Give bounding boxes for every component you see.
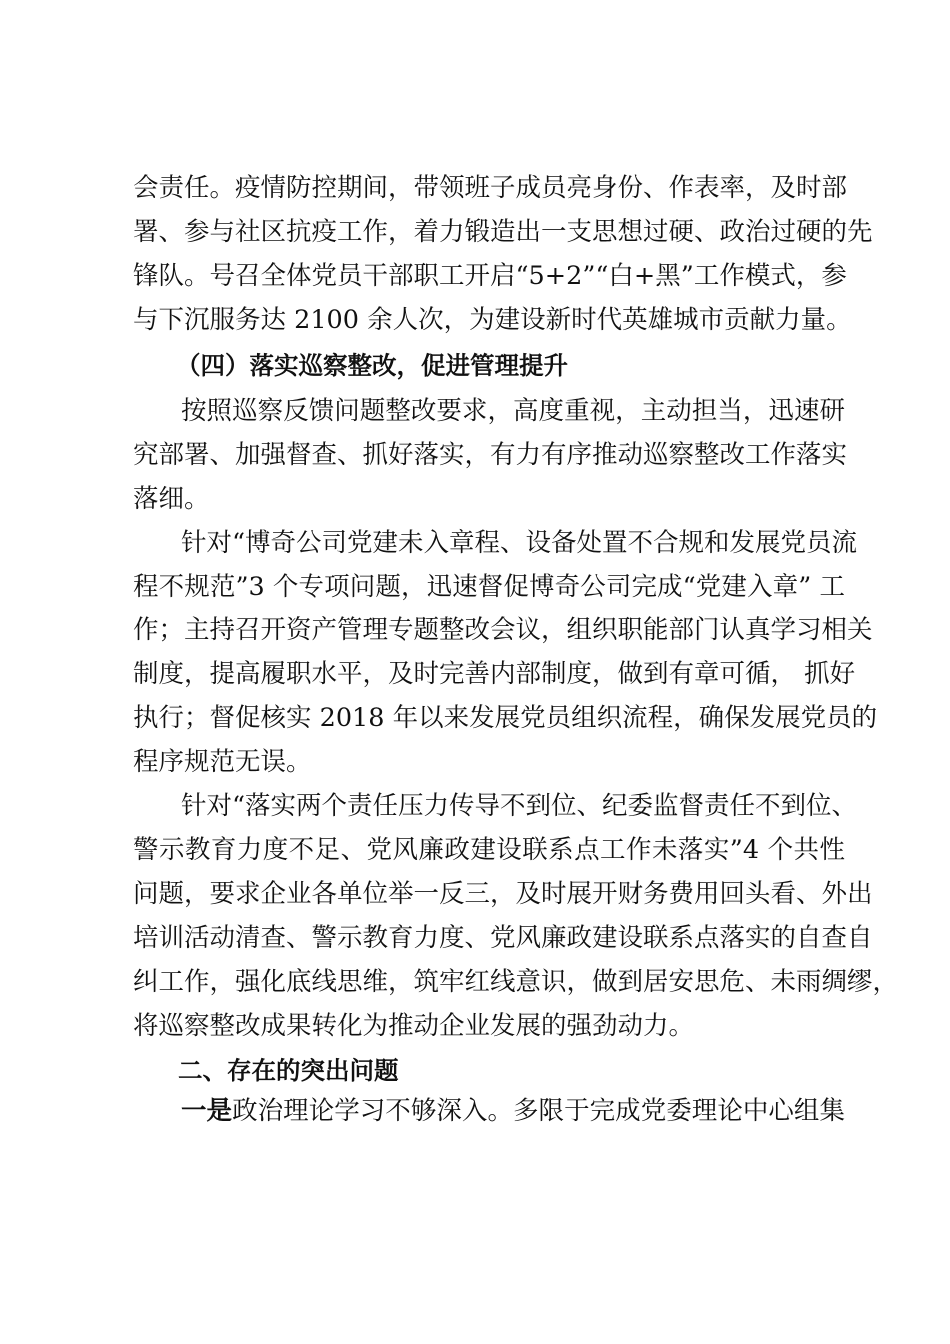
point-lead: 一是	[181, 1096, 233, 1126]
section-four-para2-line: 制度，提高履职水平，及时完善内部制度，做到有章可循， 抓好	[133, 659, 856, 689]
section-four-para3-line: 警示教育力度不足、党风廉政建设联系点工作未落实”4 个共性	[133, 835, 845, 865]
section-four-heading: （四）落实巡察整改，促进管理提升	[176, 351, 568, 380]
section-four-para3-line: 培训活动清查、警示教育力度、党风廉政建设联系点落实的自查自	[133, 923, 873, 953]
section-four-para1-line: 按照巡察反馈问题整改要求，高度重视，主动担当，迅速研	[181, 396, 845, 426]
section-four-para3-line: 问题，要求企业各单位举一反三，及时展开财务费用回头看、外出	[133, 879, 873, 909]
section-four-para2-line: 程不规范”3 个专项问题，迅速督促博奇公司完成“党建入章” 工	[133, 572, 845, 602]
section-two-point1	[181, 1091, 845, 1131]
section-four-para2-line: 作；主持召开资产管理专题整改会议，组织职能部门认真学习相关	[133, 615, 873, 645]
intro-line: 会责任。疫情防控期间，带领班子成员亮身份、作表率，及时部	[133, 173, 848, 203]
section-four-para3-line: 纠工作，强化底线思维，筑牢红线意识，做到居安思危、未雨绸缪，	[133, 967, 899, 997]
section-four-para3-line: 针对“落实两个责任压力传导不到位、纪委监督责任不到位、	[181, 791, 858, 821]
section-four-para3-line: 将巡察整改成果转化为推动企业发展的强劲动力。	[133, 1011, 695, 1041]
section-four-para2-line: 执行；督促核实 2018 年以来发展党员组织流程，确保发展党员的	[133, 703, 878, 733]
point-text: 政治理论学习不够深入。多限于完成党委理论中心组集	[232, 1096, 845, 1126]
intro-line: 署、参与社区抗疫工作，着力锻造出一支思想过硬、政治过硬的先	[133, 217, 873, 247]
intro-line: 锋队。号召全体党员干部职工开启“5+2”“白+黑”工作模式，参	[133, 261, 847, 291]
intro-line: 与下沉服务达 2100 余人次，为建设新时代英雄城市贡献力量。	[133, 305, 852, 335]
section-two-heading: 二、存在的突出问题	[178, 1056, 399, 1085]
section-four-para1-line: 究部署、加强督查、抓好落实，有力有序推动巡察整改工作落实	[133, 440, 848, 470]
section-four-para2-line: 程序规范无误。	[133, 747, 312, 777]
section-four-para2-line: 针对“博奇公司党建未入章程、设备处置不合规和发展党员流	[181, 528, 858, 558]
section-four-para1-line: 落细。	[133, 484, 210, 514]
